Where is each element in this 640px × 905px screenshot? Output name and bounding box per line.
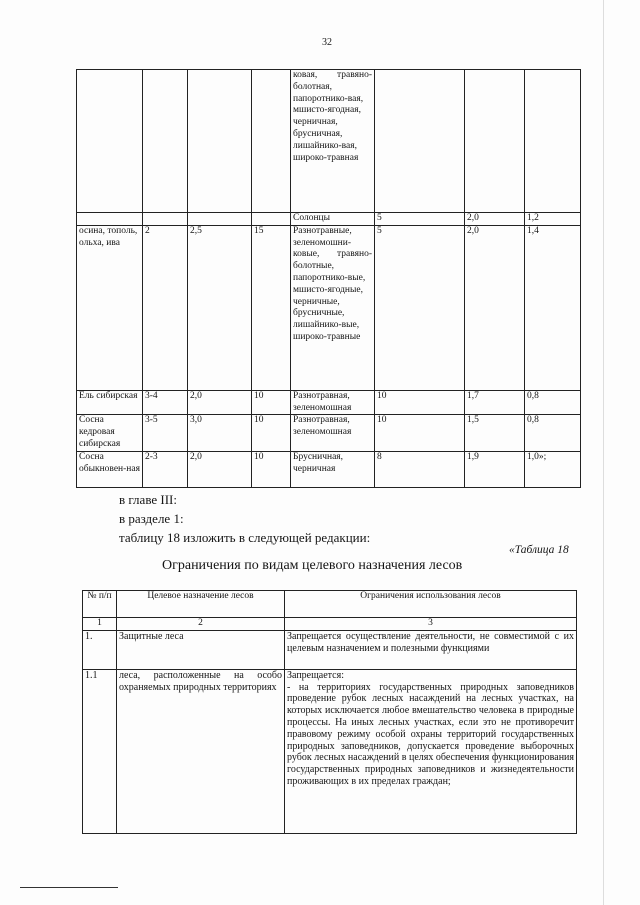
- value-cell: 2,0: [188, 390, 252, 415]
- value-cell: 10: [252, 415, 291, 451]
- header-number: № п/п: [83, 591, 117, 618]
- value-cell: 2-3: [143, 451, 188, 487]
- value-cell: [143, 70, 188, 213]
- value-cell: 3,0: [188, 415, 252, 451]
- forest-type-cell: Разнотравная, зеленомошная: [291, 390, 375, 415]
- forest-type-cell: ковая, травяно-болотная, папоротнико-вая, мшисто-ягодная, черничная, брусничная, лишайнико-вая, широко-травная: [291, 70, 375, 213]
- page-edge: [603, 0, 640, 905]
- value-cell: [465, 70, 525, 213]
- value-cell: 2: [143, 225, 188, 390]
- value-cell: 2,0: [188, 451, 252, 487]
- growth-norms-table: [76, 69, 581, 488]
- restriction-cell: Запрещается осуществление деятельности, не совместимой с их целевым назначением и полезными функциями: [285, 630, 577, 669]
- value-cell: 1,5: [465, 415, 525, 451]
- forest-type-cell: Брусничная, черничная: [291, 451, 375, 487]
- table-row: [83, 630, 577, 669]
- value-cell: 1,2: [525, 213, 581, 226]
- species-cell: Ель сибирская: [77, 390, 143, 415]
- page-number: 32: [322, 37, 332, 48]
- value-cell: 1,9: [465, 451, 525, 487]
- value-cell: 2,0: [465, 213, 525, 226]
- value-cell: 10: [375, 390, 465, 415]
- purpose-cell: леса, расположенные на особо охраняемых природных территориях: [117, 669, 285, 833]
- species-cell: Сосна обыкновен-ная: [77, 451, 143, 487]
- footnote-divider: [20, 887, 118, 888]
- value-cell: 1,0»;: [525, 451, 581, 487]
- header-purpose: Целевое назначение лесов: [117, 591, 285, 618]
- table-row: [77, 451, 581, 487]
- restriction-text: - на территориях государственных природных заповедников проведение рубок лесных насаждений на лесных участках, на которых исключается любое вмешательство человека в природные процессы. На иных лесных участках, если это не противоречит правовому режиму особой охраны территорий государственных природных заповедников, допускается проведение выборочных рубок лесных насаждений в целях обеспечения функционирования государственных природных заповедников и жизнедеятельности проживающих в их пределах граждан;: [287, 681, 574, 787]
- header-restrictions: Ограничения использования лесов: [285, 591, 577, 618]
- species-cell: Сосна кедровая сибирская: [77, 415, 143, 451]
- value-cell: 5: [375, 225, 465, 390]
- column-number: 1: [83, 618, 117, 631]
- forest-type-cell: Солонцы: [291, 213, 375, 226]
- table-caption: Ограничения по видам целевого назначения лесов: [162, 558, 463, 573]
- value-cell: 2,0: [465, 225, 525, 390]
- species-cell: [77, 213, 143, 226]
- purpose-cell: Защитные леса: [117, 630, 285, 669]
- value-cell: [143, 213, 188, 226]
- body-line-section: в разделе 1:: [119, 511, 184, 526]
- table-row: [77, 415, 581, 451]
- body-line-instruction: таблицу 18 изложить в следующей редакции:: [119, 530, 371, 545]
- table-row: [77, 225, 581, 390]
- column-number-row: [83, 618, 577, 631]
- value-cell: 1,7: [465, 390, 525, 415]
- value-cell: 8: [375, 451, 465, 487]
- forest-type-cell: Разнотравные, зеленомошни-ковые, травяно-болотные, папоротнико-вые, мшисто-ягодные, черничные, брусничные, лишайнико-вые, широко-травные: [291, 225, 375, 390]
- value-cell: [375, 70, 465, 213]
- forest-type-cell: Разнотравная, зеленомошная: [291, 415, 375, 451]
- column-number: 3: [285, 618, 577, 631]
- value-cell: 10: [252, 451, 291, 487]
- restriction-intro: Запрещается:: [287, 669, 344, 681]
- restrictions-table: [82, 590, 577, 834]
- table-row: [77, 390, 581, 415]
- table-header-row: [83, 591, 577, 618]
- value-cell: [252, 70, 291, 213]
- value-cell: 10: [375, 415, 465, 451]
- value-cell: 0,8: [525, 390, 581, 415]
- value-cell: [188, 70, 252, 213]
- body-line-chapter: в главе III:: [119, 492, 177, 507]
- table-row: [77, 70, 581, 213]
- value-cell: [188, 213, 252, 226]
- column-number: 2: [117, 618, 285, 631]
- value-cell: [525, 70, 581, 213]
- value-cell: 0,8: [525, 415, 581, 451]
- value-cell: 15: [252, 225, 291, 390]
- value-cell: 2,5: [188, 225, 252, 390]
- restriction-cell: [285, 669, 577, 833]
- value-cell: 3-5: [143, 415, 188, 451]
- value-cell: 1,4: [525, 225, 581, 390]
- value-cell: 3-4: [143, 390, 188, 415]
- table-row: [83, 669, 577, 833]
- value-cell: [252, 213, 291, 226]
- row-number: 1.1: [83, 669, 117, 833]
- table-row: [77, 213, 581, 226]
- value-cell: 5: [375, 213, 465, 226]
- table-reference: «Таблица 18: [509, 544, 569, 556]
- value-cell: 10: [252, 390, 291, 415]
- species-cell: [77, 70, 143, 213]
- row-number: 1.: [83, 630, 117, 669]
- species-cell: осина, тополь, ольха, ива: [77, 225, 143, 390]
